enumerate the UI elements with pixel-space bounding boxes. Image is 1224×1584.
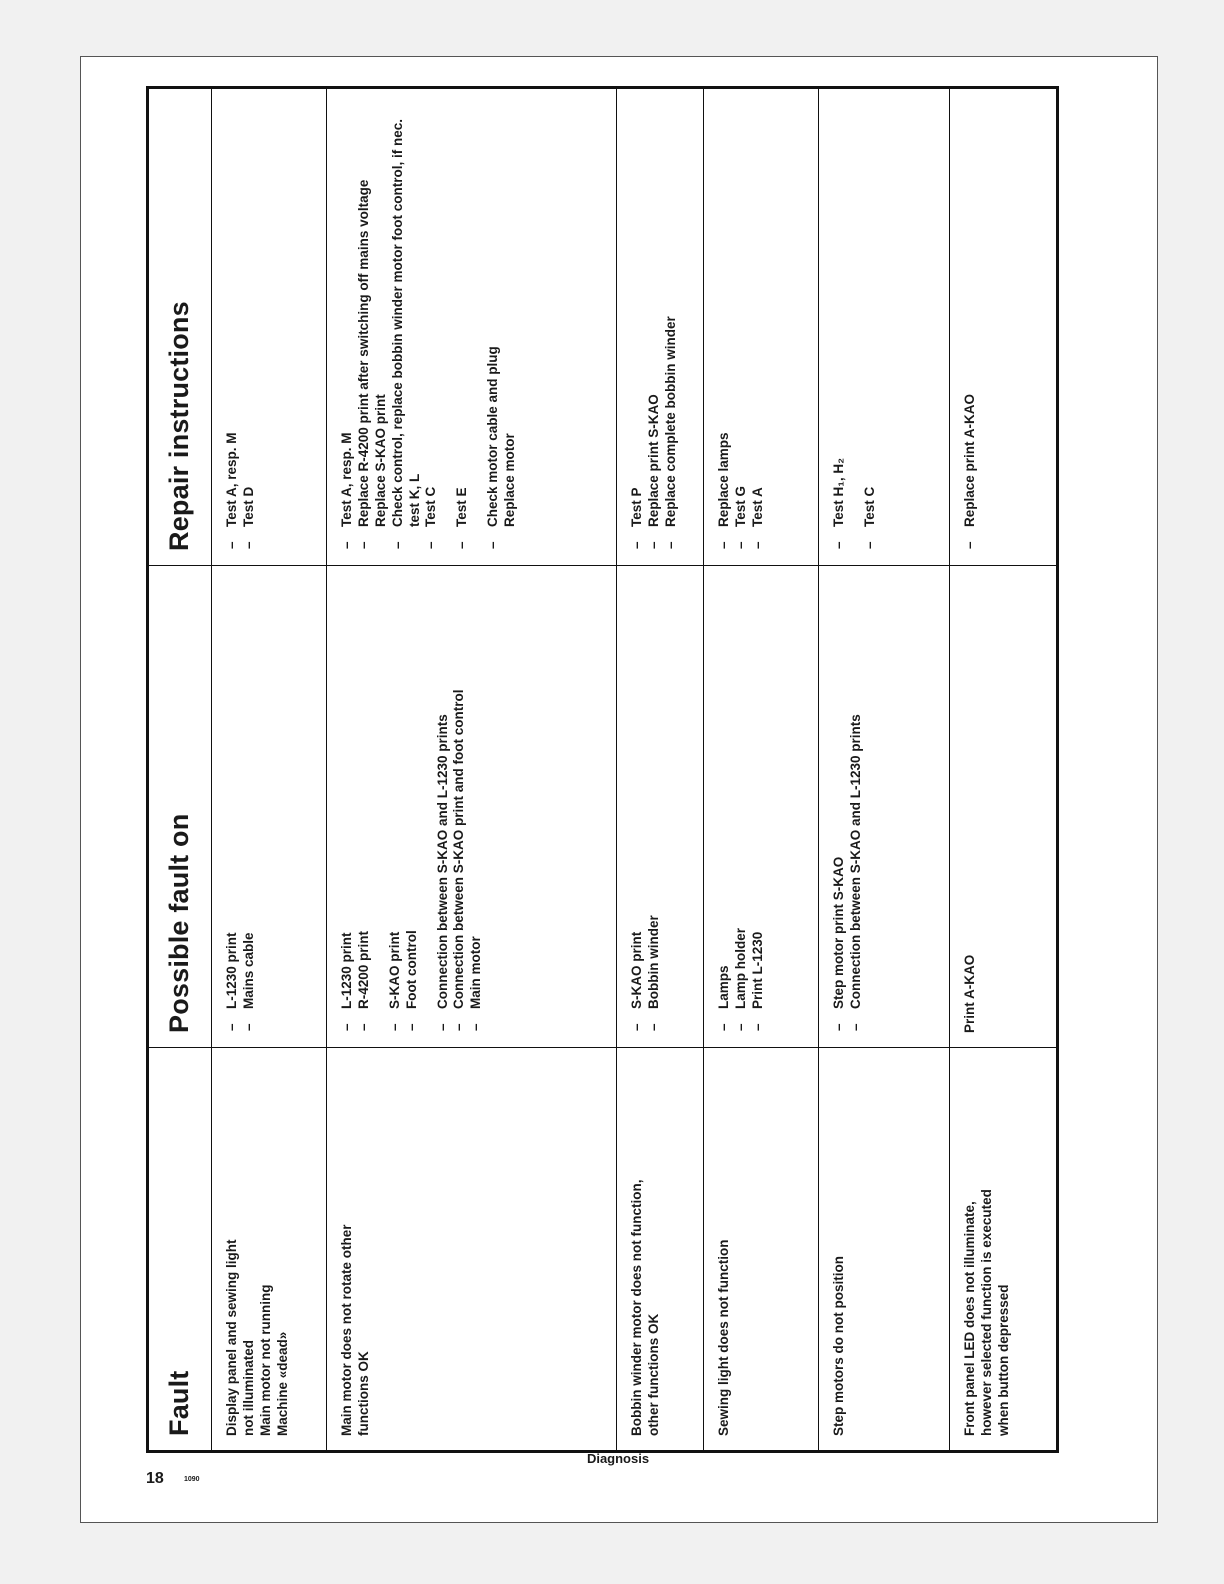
list-item: – S-KAO print xyxy=(387,580,404,1033)
possible-cell xyxy=(704,566,819,1048)
fault-text: Display panel and sewing light not illuminated Main motor not running Machine «dead» xyxy=(224,1239,290,1436)
fault-text: Main motor does not rotate other functions OK xyxy=(339,1224,371,1436)
list-item: – Test E xyxy=(454,103,471,551)
list-item: – Test A, resp. M xyxy=(339,103,356,551)
header-repair-instructions: Repair instructions xyxy=(148,88,212,566)
list-item: – Test A xyxy=(750,103,767,551)
repair-cell xyxy=(212,88,327,566)
fault-cell xyxy=(950,1048,1058,1452)
list-item: – L-1230 print xyxy=(224,580,241,1033)
repair-cell xyxy=(704,88,819,566)
repair-cell xyxy=(819,88,950,566)
list-item: Replace S-KAO print xyxy=(372,394,388,527)
list-item: – Test C xyxy=(423,103,440,551)
fault-cell xyxy=(704,1048,819,1452)
table-row xyxy=(950,88,1058,1452)
possible-cell xyxy=(819,566,950,1048)
list-item: – Connection between S-KAO print and foot control xyxy=(451,580,468,1033)
list-item: – Replace R-4200 print after switching off mains voltage xyxy=(356,103,373,551)
fault-cell xyxy=(212,1048,327,1452)
list-item: Print A-KAO xyxy=(962,954,977,1033)
possible-cell xyxy=(212,566,327,1048)
list-item: – Replace print A-KAO xyxy=(962,103,979,551)
fault-cell xyxy=(819,1048,950,1452)
possible-cell xyxy=(950,566,1058,1048)
table-row xyxy=(617,88,704,1452)
page-number: 18 xyxy=(146,1470,164,1487)
list-item: Replace motor xyxy=(502,433,517,527)
fault-text: Step motors do not position xyxy=(831,1256,846,1436)
fault-cell xyxy=(617,1048,704,1452)
list-item: – Test P xyxy=(629,103,646,551)
fault-cell xyxy=(327,1048,617,1452)
list-item: – Replace complete bobbin winder xyxy=(663,103,680,551)
fault-text: Sewing light does not function xyxy=(716,1239,731,1436)
diagnosis-table xyxy=(146,86,1059,1453)
table-row xyxy=(212,88,327,1452)
list-item: – Replace lamps xyxy=(716,103,733,551)
list-item: – L-1230 print xyxy=(339,580,356,1033)
list-item: – Test G xyxy=(733,103,750,551)
list-item: – S-KAO print xyxy=(629,580,646,1033)
list-item: – Test H₁, H₂ xyxy=(831,103,848,551)
table-row xyxy=(327,88,617,1452)
list-item: – Test D xyxy=(241,103,258,551)
repair-cell xyxy=(950,88,1058,566)
list-item: – Test A, resp. M xyxy=(224,103,241,551)
list-item: – Test C xyxy=(862,103,879,551)
list-item: – Foot control xyxy=(404,580,421,1033)
list-item: – Mains cable xyxy=(241,580,258,1033)
list-item: – Connection between S-KAO and L-1230 prints xyxy=(435,580,452,1033)
list-item: – Lamp holder xyxy=(733,580,750,1033)
repair-cell xyxy=(617,88,704,566)
header-row xyxy=(148,88,212,1452)
rotated-table-wrapper xyxy=(146,89,1059,1453)
page-code: 1090 xyxy=(184,1476,200,1483)
fault-text: Front panel LED does not illuminate, however selected function is executed when button depressed xyxy=(962,1189,1011,1436)
possible-cell xyxy=(327,566,617,1048)
list-item: – Bobbin winder xyxy=(646,580,663,1033)
list-item: – Main motor xyxy=(468,580,485,1033)
header-possible-fault: Possible fault on xyxy=(148,566,212,1048)
table-row xyxy=(819,88,950,1452)
repair-cell xyxy=(327,88,617,566)
list-item: – R-4200 print xyxy=(356,580,373,1033)
header-fault: Fault xyxy=(148,1048,212,1452)
list-item: – Print L-1230 xyxy=(750,580,767,1033)
possible-cell xyxy=(617,566,704,1048)
list-item: – Replace print S-KAO xyxy=(646,103,663,551)
list-item: – Step motor print S-KAO xyxy=(831,580,848,1033)
table-row xyxy=(704,88,819,1452)
list-item: – Connection between S-KAO and L-1230 prints xyxy=(848,580,865,1033)
fault-text: Bobbin winder motor does not function, other functions OK xyxy=(629,1179,661,1436)
list-item: – Check control, replace bobbin winder motor foot control, if nec. test K, L xyxy=(390,103,424,551)
list-item: – Check motor cable and plug xyxy=(485,103,502,551)
footer-title: Diagnosis xyxy=(586,1451,650,1466)
list-item: – Lamps xyxy=(716,580,733,1033)
